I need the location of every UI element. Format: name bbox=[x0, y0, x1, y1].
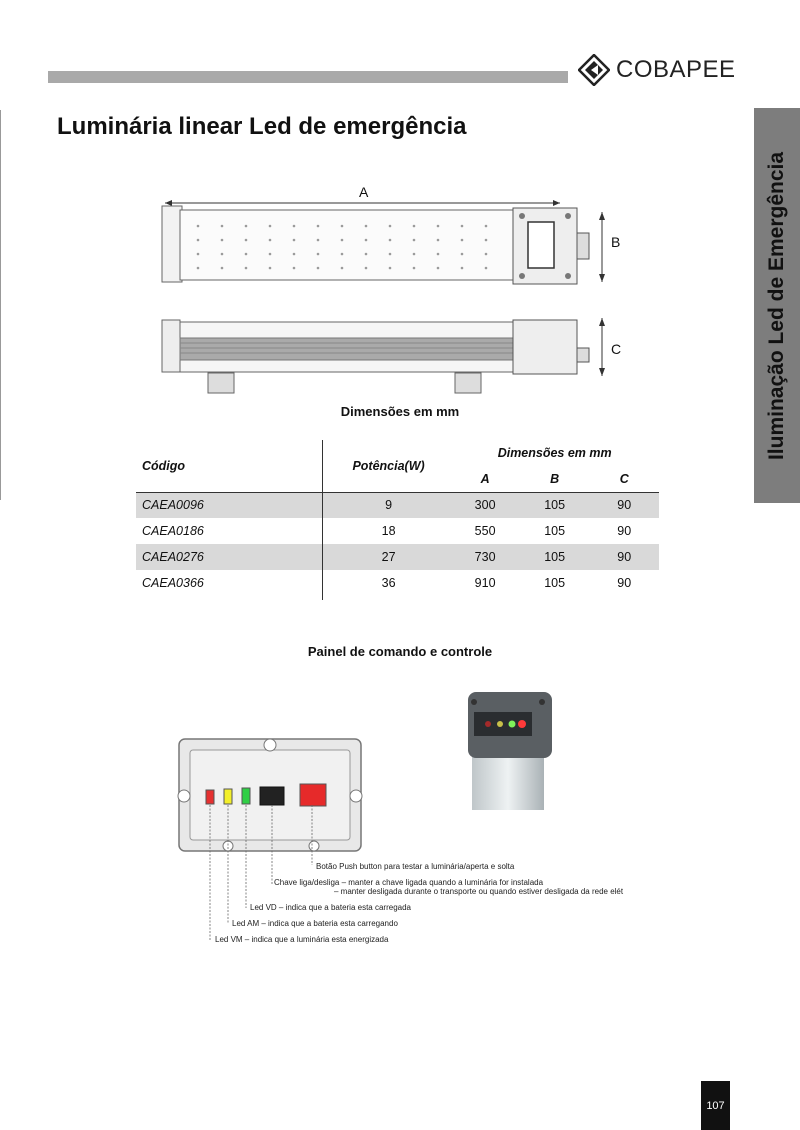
cell-c: 90 bbox=[589, 492, 659, 518]
cell-code: CAEA0096 bbox=[136, 492, 327, 518]
table-header-row bbox=[136, 440, 659, 466]
cell-a: 910 bbox=[474, 576, 496, 590]
header-c: C bbox=[619, 472, 629, 486]
cell-power: 18 bbox=[381, 524, 396, 538]
cell-b: 105 bbox=[520, 492, 590, 518]
cell-c: 90 bbox=[617, 576, 632, 590]
dimension-label-b: B bbox=[611, 234, 621, 250]
header-code: Código bbox=[142, 459, 186, 473]
annotation-led-vm: Led VM – indica que a luminária esta energizada bbox=[215, 935, 389, 944]
cell-power: 9 bbox=[327, 492, 451, 518]
table-row bbox=[136, 492, 659, 518]
annotation-push-button: Botão Push button para testar a luminária/aperta e solta bbox=[316, 862, 515, 871]
annotation-switch-2: – manter desligada durante o transporte ou quando estiver desligada da rede elét bbox=[334, 887, 624, 896]
annotation-led-vd: Led VD – indica que a bateria esta carregada bbox=[250, 903, 411, 912]
side-tab bbox=[754, 108, 800, 503]
cell-code: CAEA0366 bbox=[142, 576, 204, 590]
table-header-rule bbox=[136, 492, 659, 493]
cell-b: 105 bbox=[544, 524, 566, 538]
dimension-label-c: C bbox=[611, 341, 622, 357]
left-margin-rule bbox=[0, 110, 1, 500]
cell-a: 550 bbox=[474, 524, 496, 538]
product-photo bbox=[462, 688, 557, 813]
cell-c: 90 bbox=[589, 544, 659, 570]
cell-code: CAEA0276 bbox=[136, 544, 327, 570]
table-row bbox=[136, 518, 659, 544]
cell-a: 300 bbox=[450, 492, 520, 518]
annotation-switch: Chave liga/desliga – manter a chave ligada quando a luminária for instalada bbox=[274, 878, 544, 887]
panel-caption: Painel de comando e controle bbox=[307, 644, 493, 659]
brand-logo bbox=[578, 52, 736, 88]
spec-table bbox=[136, 440, 659, 596]
cell-c: 90 bbox=[617, 524, 632, 538]
side-tab-label: Iluminação Led de Emergência bbox=[765, 151, 788, 460]
page-title: Luminária linear Led de emergência bbox=[57, 113, 467, 140]
page-number: 107 bbox=[701, 1081, 730, 1130]
cell-b: 105 bbox=[520, 544, 590, 570]
brand-name: COBAPEE bbox=[616, 56, 736, 83]
cell-power: 27 bbox=[327, 544, 451, 570]
cell-a: 730 bbox=[450, 544, 520, 570]
header-bar bbox=[48, 71, 568, 83]
table-row bbox=[136, 570, 659, 596]
drawing-caption: Dimensões em mm bbox=[340, 404, 460, 419]
cell-power: 36 bbox=[381, 576, 396, 590]
header-a: A bbox=[480, 472, 490, 486]
table-column-divider bbox=[322, 440, 323, 600]
cell-code: CAEA0186 bbox=[142, 524, 204, 538]
dimension-label-a: A bbox=[359, 184, 369, 200]
annotation-led-am: Led AM – indica que a bateria esta carregando bbox=[232, 919, 398, 928]
cell-b: 105 bbox=[544, 576, 566, 590]
header-dimensions: Dimensões em mm bbox=[497, 446, 612, 460]
header-power: Potência(W) bbox=[352, 459, 425, 473]
dimension-drawing bbox=[150, 178, 640, 398]
brand-diamond-icon bbox=[578, 54, 610, 86]
table-row bbox=[136, 544, 659, 570]
header-b: B bbox=[550, 472, 560, 486]
